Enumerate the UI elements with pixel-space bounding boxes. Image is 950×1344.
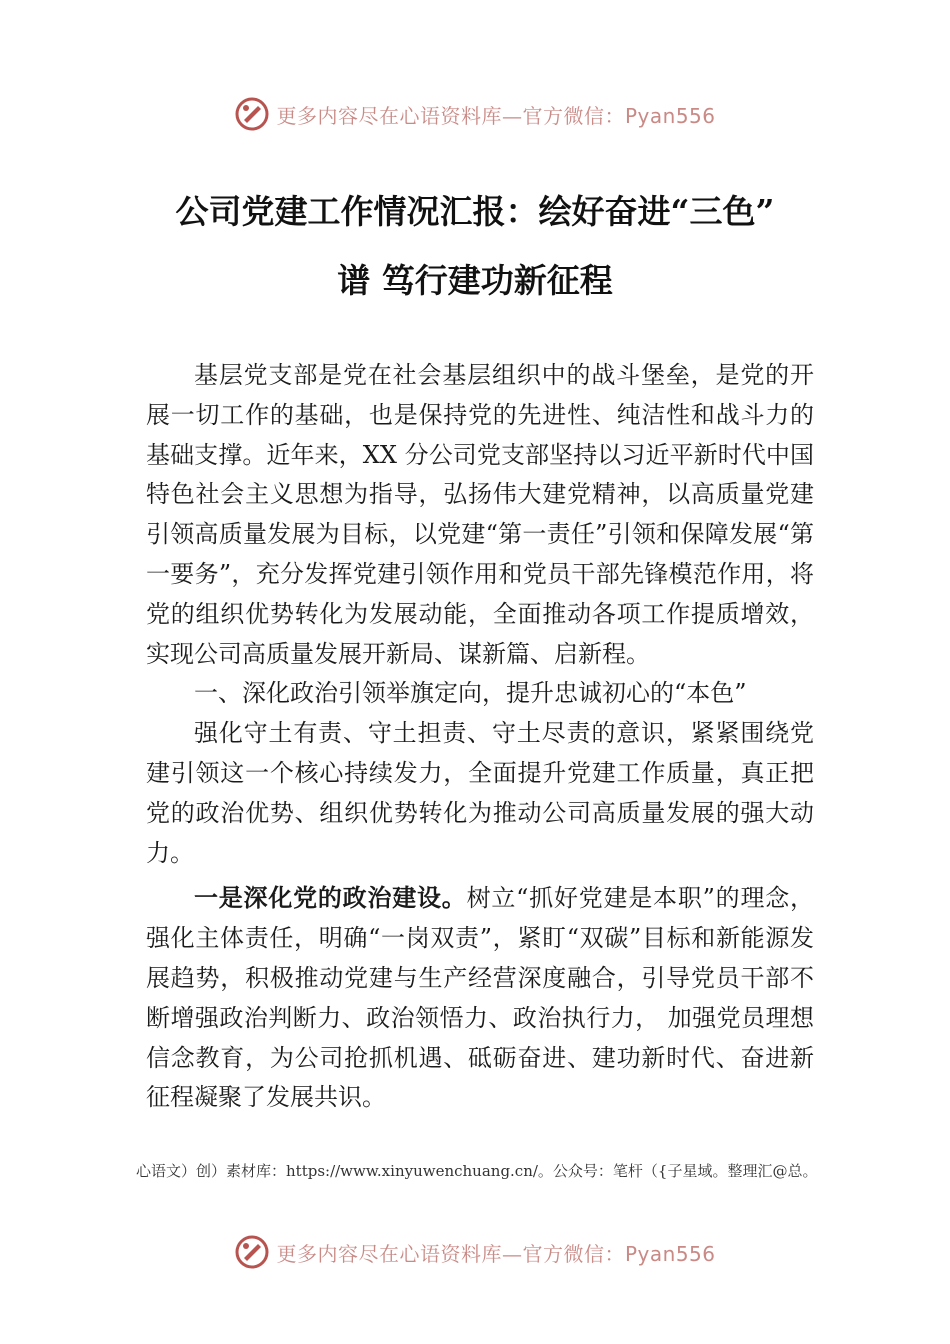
document-body: [146, 356, 814, 1118]
banner-wechat-id: Pyan556: [624, 103, 716, 128]
logo-icon: [234, 1234, 270, 1270]
footer-banner: [0, 1232, 950, 1272]
point-1-body: 树立“抓好党建是本职”的理念，强化主体责任，明确“一岗双责”，紧盯“双碳”目标和新能源发展趋势，积极推动党建与生产经营深度融合，引导党员干部不断增强政治判断力、政治领悟力、政治执行力， 加强党员理想信念教育，为公司抢抓机遇、砥砺奋进、建功新时代、奋进新征程凝聚了发展共识。: [146, 884, 814, 1112]
document-title-line-2: 谱 笃行建功新征程: [337, 261, 613, 300]
point-1-paragraph: [146, 879, 814, 1118]
banner-text: [276, 100, 715, 129]
banner-text: [276, 1238, 715, 1267]
intro-paragraph: 基层党支部是党在社会基层组织中的战斗堡垒，是党的开展一切工作的基础，也是保持党的先进性、纯洁性和战斗力的基础支撑。近年来，XX 分公司党支部坚持以习近平新时代中国特色社会主义思想为指导，弘扬伟大建党精神，以高质量党建引领高质量发展为目标，以党建“第一责任”引领和保障发展“第一要务”，充分发挥党建引领作用和党员干部先锋模范作用，将党的组织优势转化为发展动能，全面推动各项工作提质增效，实现公司高质量发展开新局、谋新篇、启新程。: [146, 361, 814, 668]
point-1-lead: 一是深化党的政治建设。: [194, 884, 467, 913]
section-1-heading: 一、深化政治引领举旗定向，提升忠诚初心的“本色”: [194, 679, 747, 708]
header-banner: [0, 94, 950, 134]
banner-label: 更多内容尽在心语资料库—官方微信：: [276, 1241, 625, 1266]
document-title-line-1: 公司党建工作情况汇报：绘好奋进“三色”: [175, 192, 775, 231]
banner-wechat-id: Pyan556: [624, 1241, 716, 1266]
section-1-paragraph: 强化守土有责、守土担责、守土尽责的意识，紧紧围绕党建引领这一个核心持续发力，全面提升党建工作质量，真正把党的政治优势、组织优势转化为推动公司高质量发展的强大动力。: [146, 719, 814, 867]
logo-icon: [234, 96, 270, 132]
banner-label: 更多内容尽在心语资料库—官方微信：: [276, 103, 625, 128]
source-note: 心语文）创）素材库：https://www.xinyuwenchuang.cn/。公众号：笔杆（{子星域。整理汇@总。: [136, 1162, 818, 1180]
